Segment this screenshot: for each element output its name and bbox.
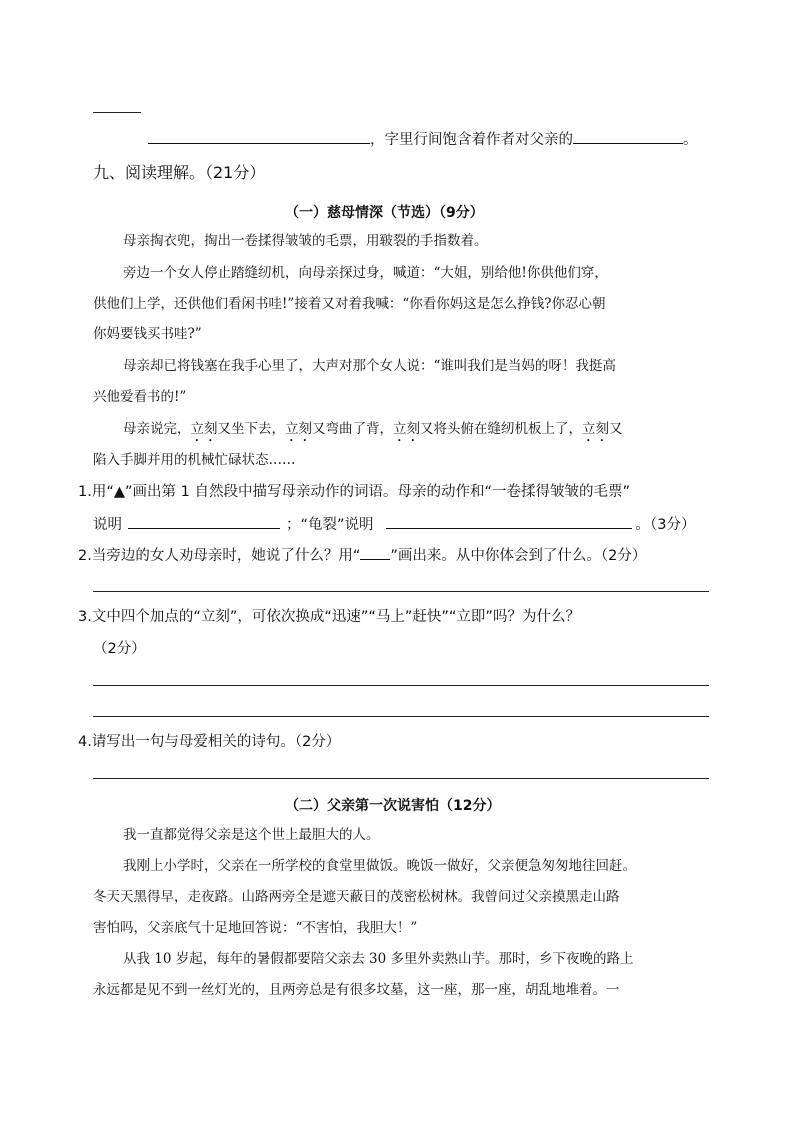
question-3-line2: （2分） [93, 641, 146, 657]
blank-feeling[interactable] [573, 129, 683, 144]
p4-part: 又弯曲了背， [312, 421, 393, 437]
dotted-word-liji: 立刻 [190, 421, 218, 437]
short-blank-line[interactable] [93, 112, 141, 113]
question-1-line2 [93, 514, 696, 534]
dotted-word-liji: 立刻 [285, 421, 312, 437]
passage1-paragraph-3-line2: 兴他爱看书的!” [93, 389, 187, 405]
q1-label-b: ；“龟裂”说明 [286, 517, 374, 533]
passage1-paragraph-2-line1: 旁边一个女人停止踏缝纫机，向母亲探过身，喊道：“大姐，别给他!你供他们穿， [123, 265, 608, 281]
passage1-paragraph-1: 母亲掏衣兜，掏出一卷揉得皱皱的毛票，用皲裂的手指数着。 [123, 233, 488, 249]
passage2-line: 从我 10 岁起，每年的暑假都要陪父亲去 30 多里外卖熟山芋。那时，乡下夜晚的路上 [123, 951, 634, 967]
passage1-paragraph-2-line3: 你妈要钱买书哇?” [93, 326, 202, 342]
answer-line-q3-2[interactable] [93, 716, 709, 717]
q1-blank-1[interactable] [128, 514, 280, 529]
blank-quote[interactable] [148, 129, 370, 144]
passage2-line: 害怕吗，父亲底气十足地回答说：“不害怕，我胆大！” [93, 920, 418, 936]
passage1-paragraph-3-line1: 母亲却已将钱塞在我手心里了，大声对那个女人说：“谁叫我们是当妈的呀！我挺高 [123, 358, 616, 374]
q1-label-c: 。（3分） [635, 517, 696, 533]
passage1-paragraph-4-line1 [123, 421, 623, 445]
p4-part: 又将头俯在缝纫机板上了， [420, 421, 582, 437]
passage2-title: （二）父亲第一次说害怕（12分） [285, 798, 501, 814]
dotted-word-liji: 立刻 [393, 421, 420, 437]
passage2-line: 我一直都觉得父亲是这个世上最胆大的人。 [123, 827, 380, 843]
answer-line-q4[interactable] [93, 778, 709, 779]
section-heading: 九、阅读理解。（21分） [93, 163, 266, 182]
passage1-title: （一）慈母情深（节选）（9分） [285, 205, 484, 221]
question-3-line1: 3.文中四个加点的“立刻”，可依次换成“迅速”“马上”赶快”“立即”吗？为什么？ [78, 609, 580, 625]
q1-label-a: 说明 [93, 517, 122, 533]
question-2 [78, 545, 646, 565]
passage2-line: 冬天天黑得早，走夜路。山路两旁全是遮天蔽日的茂密松树林。我曾问过父亲摸黑走山路 [93, 889, 620, 905]
q2-text-b: ”画出来。从中你体会到了什么。（2分） [390, 548, 647, 564]
q1-blank-2[interactable] [386, 514, 632, 529]
p4-part: 又坐下去， [217, 421, 285, 437]
answer-line-q2[interactable] [93, 591, 709, 592]
top-fill-text: ，字里行间饱含着作者对父亲的 [370, 132, 573, 148]
passage1-paragraph-4-line2: 陷入手脚并用的机械忙碌状态…… [93, 452, 296, 468]
q2-underline-sample [360, 545, 390, 560]
p4-part: 又 [609, 421, 623, 437]
p4-part: 母亲说完， [123, 421, 191, 437]
dotted-word-liji: 立刻 [582, 421, 609, 437]
passage2-line: 永远都是见不到一丝灯光的，且两旁总是有很多坟墓，这一座，那一座，胡乱地堆着。一 [93, 982, 620, 998]
answer-line-q3-1[interactable] [93, 685, 709, 686]
question-4: 4.请写出一句与母爱相关的诗句。（2分） [78, 734, 341, 750]
top-fill-sentence [148, 129, 698, 149]
passage2-line: 我刚上小学时，父亲在一所学校的食堂里做饭。晚饭一做好，父亲便急匆匆地往回赶。 [123, 858, 636, 874]
passage1-paragraph-2-line2: 供他们上学，还供他们看闲书哇!”接着又对着我喊：“你看你妈这是怎么挣钱?你忍心朝 [93, 296, 606, 312]
q2-text-a: 2.当旁边的女人劝母亲时，她说了什么？用“ [78, 548, 361, 564]
top-fill-end: 。 [683, 132, 698, 148]
question-1-line1: 1.用“▲”画出第 1 自然段中描写母亲动作的词语。母亲的动作和“一卷揉得皱皱的毛票” [78, 484, 630, 500]
